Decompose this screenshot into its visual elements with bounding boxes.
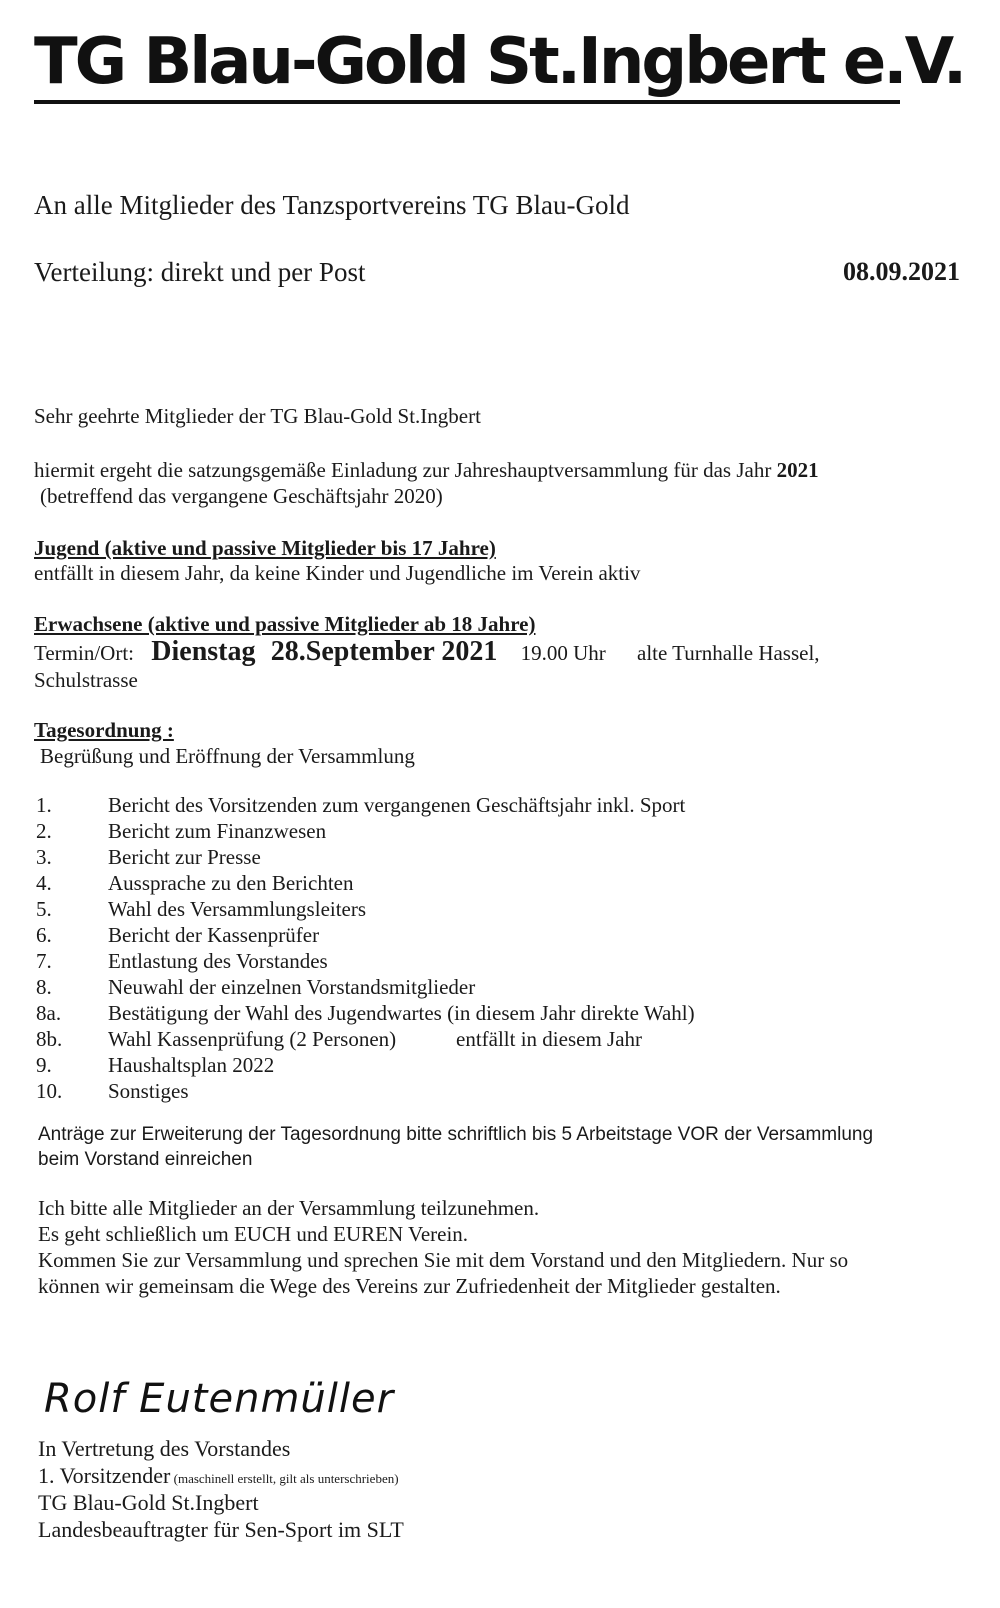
agenda-item-number: 6. [36,923,52,947]
intro-line-1 [34,458,819,483]
agenda-item-number: 7. [36,949,52,973]
addressee-line: An alle Mitglieder des Tanzsportvereins TG Blau-Gold [34,190,630,220]
agenda-item [36,844,695,870]
signature-line-3: TG Blau-Gold St.Ingbert [38,1490,259,1515]
agenda-item-text: Bericht der Kassenprüfer [108,923,320,947]
agenda-item-number: 2. [36,819,52,843]
agenda-item-text: Bestätigung der Wahl des Jugendwartes (in diesem Jahr direkte Wahl) [108,1001,695,1025]
agenda-item [36,922,695,948]
agenda-item-number: 8. [36,975,52,999]
termin-label: Termin/Ort: [34,641,135,665]
signature-role: 1. Vorsitzender [38,1463,171,1488]
agenda-item [36,948,695,974]
agenda-opening: Begrüßung und Eröffnung der Versammlung [40,744,415,768]
agenda-item [36,974,695,1000]
intro-text: hiermit ergeht die satzungsgemäße Einladung zur Jahreshauptversammlung für das Jahr [34,458,777,482]
agenda-item-number: 10. [36,1079,63,1103]
agenda-item [36,1052,695,1078]
agenda-item-text: Bericht zur Presse [108,845,261,869]
agenda-item [36,870,695,896]
agenda-item [36,1026,695,1052]
agenda-item [36,1078,695,1104]
signature-line-2 [38,1463,399,1489]
agenda-item-number: 9. [36,1053,52,1077]
meeting-street: Schulstrasse [34,668,138,692]
meeting-day: Dienstag [151,636,256,667]
meeting-time: 19.00 Uhr [520,641,606,665]
agenda-item-text: Sonstiges [108,1079,189,1103]
motions-line-2: beim Vorstand einreichen [38,1149,253,1170]
agenda-item-number: 4. [36,871,52,895]
agenda-item-text: Aussprache zu den Berichten [108,871,354,895]
agenda-item-number: 5. [36,897,52,921]
signature-line-4: Landesbeauftragter für Sen-Sport im SLT [38,1517,404,1542]
agenda-item [36,792,695,818]
salutation: Sehr geehrte Mitglieder der TG Blau-Gold St.Ingbert [34,404,481,428]
youth-text: entfällt in diesem Jahr, da keine Kinder und Jugendliche im Verein aktiv [34,561,641,585]
agenda-item-number: 1. [36,793,52,817]
agenda-list [36,792,695,1104]
letter-date: 08.09.2021 [843,257,960,286]
title-underline [34,100,900,104]
agenda-item-number: 3. [36,845,52,869]
agenda-item-text: Neuwahl der einzelnen Vorstandsmitglieder [108,975,476,999]
intro-year: 2021 [776,458,819,482]
agenda-item [36,896,695,922]
signature: Rolf Eutenmüller [44,1376,395,1422]
club-title: TG Blau-Gold St.Ingbert e.V. [34,25,965,99]
signature-line-1: In Vertretung des Vorstandes [38,1436,291,1461]
distribution-line: Verteilung: direkt und per Post [34,257,366,287]
closing-line-2: Es geht schließlich um EUCH und EUREN Verein. [38,1222,469,1246]
closing-line-1: Ich bitte alle Mitglieder an der Versammlung teilzunehmen. [38,1196,540,1220]
agenda-item-text: Wahl des Versammlungsleiters [108,897,367,921]
intro-line-2: (betreffend das vergangene Geschäftsjahr 2020) [40,484,443,508]
motions-line-1: Anträge zur Erweiterung der Tagesordnung bitte schriftlich bis 5 Arbeitstage VOR der Versammlung [38,1124,874,1145]
meeting-info [34,636,820,668]
closing-line-4: können wir gemeinsam die Wege des Vereins zur Zufriedenheit der Mitglieder gestalten. [38,1274,781,1298]
agenda-item [36,818,695,844]
agenda-item [36,1000,695,1026]
youth-heading: Jugend (aktive und passive Mitglieder bis 17 Jahre) [34,536,496,560]
signature-note: (maschinell erstellt, gilt als unterschrieben) [170,1471,399,1486]
agenda-item-number: 8a. [36,1001,62,1025]
agenda-item-text: Haushaltsplan 2022 [108,1053,275,1077]
agenda-item-text: Bericht des Vorsitzenden zum vergangenen Geschäftsjahr inkl. Sport [108,793,686,817]
meeting-date: 28.September 2021 [270,636,498,667]
agenda-item-text: Wahl Kassenprüfung (2 Personen) [108,1027,397,1051]
agenda-item-text: Entlastung des Vorstandes [108,949,328,973]
closing-line-3: Kommen Sie zur Versammlung und sprechen Sie mit dem Vorstand und den Mitgliedern. Nur so [38,1248,849,1272]
meeting-place: alte Turnhalle Hassel, [637,641,820,665]
agenda-heading: Tagesordnung : [34,718,174,742]
agenda-item-number: 8b. [36,1027,63,1051]
agenda-item-note: entfällt in diesem Jahr [456,1027,643,1051]
adults-heading: Erwachsene (aktive und passive Mitglieder ab 18 Jahre) [34,612,536,636]
agenda-item-text: Bericht zum Finanzwesen [108,819,327,843]
